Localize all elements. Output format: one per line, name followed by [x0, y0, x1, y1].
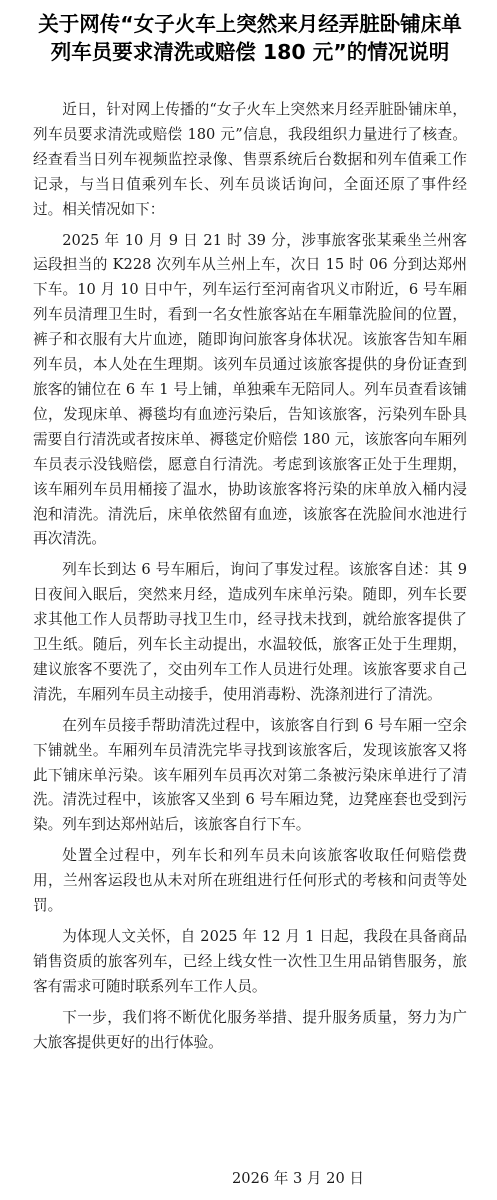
paragraph-train-chief: 列车长到达 6 号车厢后，询问了事发过程。该旅客自述：其 9 日夜间入眠后，突然来月经，造成列车床单污染。随即，列车长要求其他工作人员帮助寻找卫生巾，经寻找未找到，就给旅客提供了卫生纸。随后，列车长主动提出，水温较低，旅客正处于生理期，建议旅客不要洗了，交由列车工作人员进行处理。该旅客要求自己清洗，车厢列车员主动接手，使用消毒粉、洗涤剂进行了清洗。 — [33, 561, 467, 703]
paragraph-next-steps: 下一步，我们将不断优化服务举措、提升服务质量，努力为广大旅客提供更好的出行体验。 — [33, 1008, 467, 1051]
title-line-1: 关于网传“女子火车上突然来月经弄脏卧铺床单 — [38, 12, 462, 36]
document-title — [33, 10, 467, 66]
document-body — [33, 98, 467, 1056]
paragraph-intro: 近日，针对网上传播的“女子火车上突然来月经弄脏卧铺床单，列车员要求清洗或赔偿 180 元”信息，我段组织力量进行了核查。经查看当日列车视频监控录像、售票系统后台数据和列车值乘工作记录，与当日值乘列车长、列车员谈话询问，全面还原了事件经过。相关情况如下： — [33, 101, 467, 218]
title-line-2: 列车员要求清洗或赔偿 180 元”的情况说明 — [50, 40, 450, 64]
paragraph-hygiene-service: 为体现人文关怀，自 2025 年 12 月 1 日起，我段在具备商品销售资质的旅客列车，已经上线女性一次性卫生用品销售服务，旅客有需求可随时联系列车工作人员。 — [33, 928, 467, 995]
paragraph-second-contamination: 在列车员接手帮助清洗过程中，该旅客自行到 6 号车厢一空余下铺就坐。车厢列车员清洗完毕寻找到该旅客后，发现该旅客又将此下铺床单污染。该车厢列车员再次对第二条被污染床单进行了清洗。清洗过程中，该旅客又坐到 6 号车厢边凳，边凳座套也受到污染。列车到达郑州站后，该旅客自行下车。 — [33, 716, 467, 834]
document-date: 2026 年 3 月 20 日 — [232, 1170, 364, 1187]
paragraph-incident-details: 2025 年 10 月 9 日 21 时 39 分，涉事旅客张某乘坐兰州客运段担当的 K228 次列车从兰州上车，次日 15 时 06 分到达郑州下车。10 月 10 日中午，列车运行至河南省巩义市附近，6 号车厢列车员清理卫生时，看到一名女性旅客站在车厢靠洗脸间的位置，裤子和衣服有大片血迹，随即询问旅客身体状况。该旅客告知车厢列车员，本人处在生理期。该列车员通过该旅客提供的身份证查到旅客的铺位在 6 车 1 号上铺，单独乘车无陪同人。列车员查看该铺位，发现床单、褥毯均有血迹污染后，告知该旅客，污染列车卧具需要自行清洗或者按床单、褥毯定价赔偿 180 元，该旅客向车厢列车员表示没钱赔偿，愿意自行清洗。考虑到该旅客正处于生理期，该车厢列车员用桶接了温水，协助该旅客将污染的床单放入桶内浸泡和清洗。清洗后，床单依然留有血迹，该旅客在洗脸间水池进行再次清洗。 — [33, 231, 467, 548]
paragraph-no-compensation: 处置全过程中，列车长和列车员未向该旅客收取任何赔偿费用，兰州客运段也从未对所在班组进行任何形式的考核和问责等处罚。 — [33, 847, 467, 915]
